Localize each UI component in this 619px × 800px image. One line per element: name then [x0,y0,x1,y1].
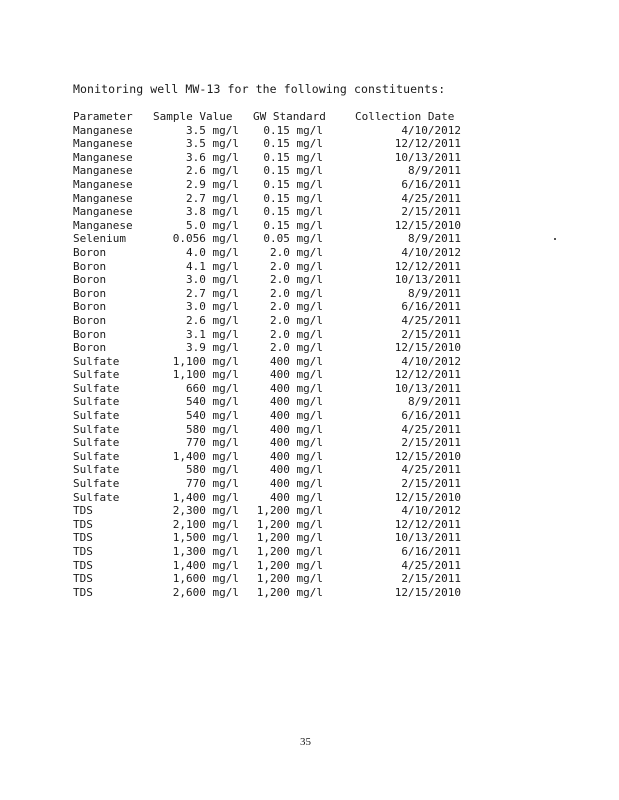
table-row [73,150,461,165]
cell-collection-date: 4/10/2012 [401,504,461,518]
table-row [73,232,461,246]
cell-collection-date: 4/25/2011 [401,463,461,477]
cell-gw-standard: 0.15 mg/l [263,164,323,178]
cell-collection-date: 2/15/2011 [401,477,461,491]
cell-sample-value: 3.0 mg/l [186,300,239,314]
cell-parameter: Boron [73,341,107,355]
page-number: 35 [300,736,311,748]
cell-collection-date: 10/13/2011 [394,150,461,164]
cell-sample-value: 540 mg/l [186,395,239,409]
cell-sample-value: 0.056 mg/l [172,232,239,246]
cell-parameter: Sulfate [73,422,120,436]
cell-parameter: Sulfate [73,463,120,477]
cell-parameter: Manganese [73,205,133,219]
cell-sample-value: 770 mg/l [186,436,239,450]
cell-parameter: TDS [73,585,93,599]
table-row [73,218,461,233]
table-row [73,273,461,287]
cell-sample-value: 2.6 mg/l [186,313,239,327]
cell-parameter: Selenium [73,232,126,246]
cell-sample-value: 2.6 mg/l [186,164,239,178]
cell-gw-standard: 400 mg/l [270,409,323,423]
cell-gw-standard: 1,200 mg/l [256,572,323,586]
scan-speck [554,238,556,240]
table-row [73,463,461,477]
cell-gw-standard: 0.15 mg/l [263,150,323,164]
table-row [73,327,461,342]
cell-collection-date: 10/13/2011 [394,273,461,287]
cell-sample-value: 2,600 mg/l [172,585,239,599]
cell-sample-value: 5.0 mg/l [186,218,239,232]
cell-gw-standard: 400 mg/l [270,381,323,395]
table-row [73,545,461,559]
cell-sample-value: 580 mg/l [186,422,239,436]
cell-gw-standard: 2.0 mg/l [270,286,323,300]
cell-parameter: Sulfate [73,368,120,382]
cell-parameter: TDS [73,572,93,586]
cell-gw-standard: 0.15 mg/l [263,218,323,232]
cell-collection-date: 6/16/2011 [401,545,461,558]
cell-collection-date: 12/12/2011 [394,259,461,273]
cell-sample-value: 580 mg/l [186,463,239,477]
cell-gw-standard: 1,200 mg/l [256,585,323,599]
table-row [73,300,461,314]
cell-parameter: Boron [73,327,107,341]
table-row [73,409,461,423]
cell-parameter: Manganese [73,150,133,164]
cell-sample-value: 2,100 mg/l [172,517,239,531]
table-row [73,313,461,328]
table-row [73,137,461,151]
table-row [73,517,461,532]
cell-parameter: Manganese [73,137,133,151]
cell-sample-value: 3.6 mg/l [186,150,239,164]
cell-collection-date: 8/9/2011 [408,395,461,409]
cell-sample-value: 3.1 mg/l [186,327,239,341]
cell-gw-standard: 0.15 mg/l [263,137,323,151]
table-row [73,477,461,491]
cell-collection-date: 2/15/2011 [401,205,461,219]
table-row [73,245,461,260]
cell-collection-date: 12/12/2011 [394,137,461,151]
cell-gw-standard: 1,200 mg/l [256,504,323,518]
table-row [73,504,461,518]
table-body [73,123,461,600]
cell-collection-date: 2/15/2011 [401,436,461,450]
column-header-parameter: Parameter [73,110,133,123]
cell-parameter: Sulfate [73,354,120,368]
constituents-table [73,110,461,599]
table-row [73,354,461,369]
cell-collection-date: 2/15/2011 [401,572,461,586]
cell-collection-date: 4/10/2012 [401,123,461,137]
cell-parameter: Manganese [73,164,133,178]
cell-parameter: TDS [73,517,93,531]
cell-collection-date: 4/25/2011 [401,313,461,327]
cell-sample-value: 3.0 mg/l [186,273,239,287]
cell-collection-date: 12/15/2010 [394,218,461,232]
cell-gw-standard: 400 mg/l [270,463,323,477]
table-row [73,286,461,301]
column-header-collection-date: Collection Date [355,110,455,123]
cell-collection-date: 4/25/2011 [401,558,461,572]
cell-parameter: TDS [73,531,93,545]
cell-collection-date: 12/12/2011 [394,517,461,531]
cell-gw-standard: 400 mg/l [270,477,323,491]
cell-parameter: Boron [73,300,107,314]
cell-collection-date: 8/9/2011 [408,286,461,300]
cell-parameter: Boron [73,313,107,327]
table-row [73,191,461,206]
table-row [73,422,461,437]
cell-gw-standard: 2.0 mg/l [270,245,323,259]
cell-sample-value: 3.9 mg/l [186,341,239,355]
cell-collection-date: 10/13/2011 [394,381,461,395]
column-header-gw-standard: GW Standard [253,110,326,123]
cell-sample-value: 1,100 mg/l [172,354,239,368]
cell-gw-standard: 2.0 mg/l [270,313,323,327]
table-row [73,436,461,450]
cell-parameter: Boron [73,273,107,287]
cell-gw-standard: 2.0 mg/l [270,327,323,341]
table-row [73,205,461,219]
document-heading: Monitoring well MW-13 for the following constituents: [73,82,446,96]
table-row [73,490,461,505]
cell-collection-date: 12/15/2010 [394,490,461,504]
cell-sample-value: 660 mg/l [186,381,239,395]
table-row [73,531,461,545]
cell-gw-standard: 2.0 mg/l [270,273,323,287]
cell-sample-value: 1,400 mg/l [172,449,239,463]
cell-collection-date: 4/25/2011 [401,191,461,205]
cell-sample-value: 1,400 mg/l [172,558,239,572]
cell-collection-date: 4/10/2012 [401,354,461,368]
cell-sample-value: 2,300 mg/l [172,504,239,518]
cell-collection-date: 4/10/2012 [401,245,461,259]
cell-gw-standard: 0.15 mg/l [263,205,323,219]
cell-sample-value: 1,100 mg/l [172,368,239,382]
cell-gw-standard: 2.0 mg/l [270,259,323,273]
table-row [73,341,461,355]
cell-gw-standard: 1,200 mg/l [256,558,323,572]
cell-parameter: Sulfate [73,409,120,423]
cell-collection-date: 6/16/2011 [401,300,461,314]
cell-collection-date: 12/15/2010 [394,341,461,355]
cell-sample-value: 1,400 mg/l [172,490,239,504]
cell-sample-value: 3.8 mg/l [186,205,239,219]
cell-gw-standard: 400 mg/l [270,422,323,436]
table-row [73,123,461,138]
cell-sample-value: 2.9 mg/l [186,177,239,191]
cell-parameter: Sulfate [73,381,120,395]
cell-collection-date: 12/15/2010 [394,585,461,599]
cell-gw-standard: 400 mg/l [270,395,323,409]
cell-sample-value: 540 mg/l [186,409,239,423]
cell-sample-value: 2.7 mg/l [186,191,239,205]
cell-collection-date: 12/12/2011 [394,368,461,382]
cell-parameter: Manganese [73,177,133,191]
cell-parameter: Sulfate [73,436,120,450]
cell-sample-value: 3.5 mg/l [186,137,239,151]
cell-collection-date: 6/16/2011 [401,177,461,191]
cell-parameter: Sulfate [73,477,120,491]
table-row [73,259,461,274]
cell-collection-date: 2/15/2011 [401,327,461,341]
cell-sample-value: 3.5 mg/l [186,123,239,137]
cell-gw-standard: 400 mg/l [270,436,323,450]
cell-sample-value: 1,600 mg/l [172,572,239,586]
cell-gw-standard: 1,200 mg/l [256,531,323,545]
table-row [73,558,461,573]
table-row [73,585,461,600]
cell-sample-value: 1,300 mg/l [172,545,239,558]
cell-sample-value: 2.7 mg/l [186,286,239,300]
cell-gw-standard: 400 mg/l [270,368,323,382]
cell-gw-standard: 0.15 mg/l [263,191,323,205]
cell-parameter: TDS [73,545,93,558]
cell-gw-standard: 400 mg/l [270,490,323,504]
cell-parameter: Boron [73,259,107,273]
cell-parameter: Boron [73,245,107,259]
cell-sample-value: 770 mg/l [186,477,239,491]
cell-collection-date: 4/25/2011 [401,422,461,436]
cell-parameter: Manganese [73,218,133,232]
cell-gw-standard: 0.05 mg/l [263,232,323,246]
cell-parameter: Manganese [73,191,133,205]
cell-gw-standard: 400 mg/l [270,354,323,368]
cell-sample-value: 1,500 mg/l [172,531,239,545]
cell-gw-standard: 1,200 mg/l [256,545,323,558]
cell-parameter: Sulfate [73,395,120,409]
cell-parameter: TDS [73,558,93,572]
cell-parameter: TDS [73,504,93,518]
cell-parameter: Manganese [73,123,133,137]
table-row [73,449,461,464]
table-row [73,572,461,586]
cell-sample-value: 4.1 mg/l [186,259,239,273]
cell-gw-standard: 2.0 mg/l [270,300,323,314]
cell-parameter: Sulfate [73,490,120,504]
table-row [73,177,461,192]
cell-sample-value: 4.0 mg/l [186,245,239,259]
cell-parameter: Boron [73,286,107,300]
cell-gw-standard: 400 mg/l [270,449,323,463]
cell-gw-standard: 0.15 mg/l [263,123,323,137]
table-row [73,395,461,409]
table-row [73,368,461,382]
cell-gw-standard: 0.15 mg/l [263,177,323,191]
cell-collection-date: 12/15/2010 [394,449,461,463]
table-header-row [73,110,455,124]
table-row [73,381,461,396]
cell-collection-date: 6/16/2011 [401,409,461,423]
cell-collection-date: 8/9/2011 [408,232,461,246]
column-header-sample-value: Sample Value [153,110,233,123]
table-row [73,164,461,178]
cell-gw-standard: 1,200 mg/l [256,517,323,531]
cell-gw-standard: 2.0 mg/l [270,341,323,355]
cell-collection-date: 8/9/2011 [408,164,461,178]
cell-collection-date: 10/13/2011 [394,531,461,545]
cell-parameter: Sulfate [73,449,120,463]
